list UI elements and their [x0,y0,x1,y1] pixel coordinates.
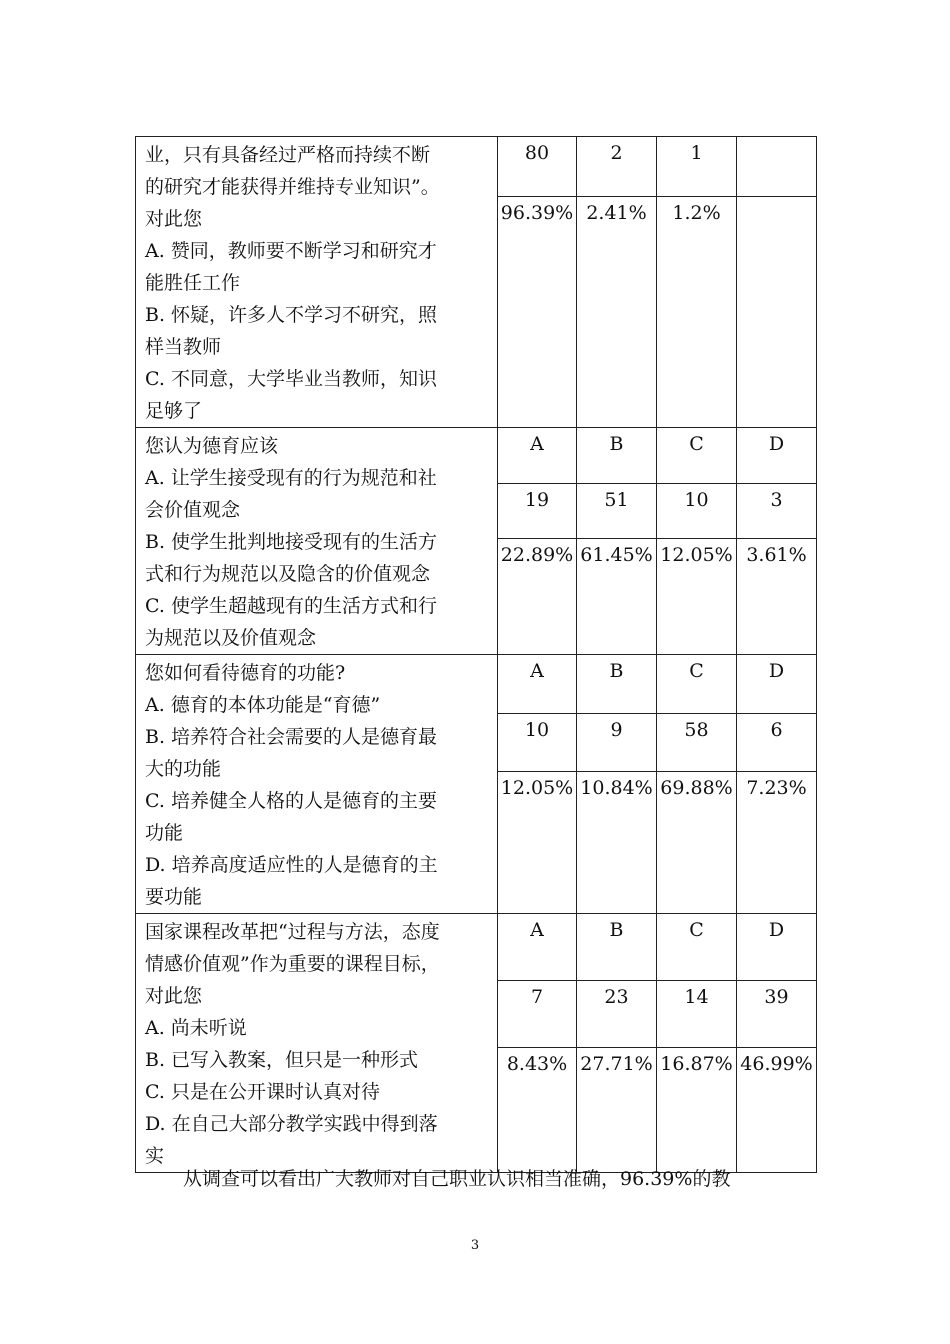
question-line: B. 使学生批判地接受现有的生活方 [145,531,438,553]
option-cell [737,655,817,714]
count-cell [498,137,577,197]
option-cell [498,914,577,981]
count-cell [498,980,577,1047]
count-value: 6 [770,719,783,742]
count-cell [577,483,657,539]
question-line: 大的功能 [145,758,222,780]
question-line: 能胜任工作 [145,272,241,294]
question-line: 式和行为规范以及隐含的价值观念 [145,563,431,585]
count-value: 7 [530,985,544,1008]
count-cell [577,714,657,772]
question-line: 情感价值观”作为重要的课程目标， [145,953,440,975]
count-value: 10 [684,488,709,511]
option-label: C [689,433,704,455]
percent-cell [657,772,737,914]
question-line: 样当教师 [145,336,222,358]
percent-cell [577,1047,657,1172]
percent-value: 7.23% [746,777,807,800]
option-label: A [530,919,544,941]
count-value: 14 [684,985,709,1008]
option-cell [577,914,657,981]
percent-cell [737,1047,817,1172]
count-value: 9 [610,719,623,742]
count-cell [657,137,737,197]
count-cell [737,980,817,1047]
option-cell [737,428,817,484]
question-line: 要功能 [145,886,203,908]
question-line: A. 让学生接受现有的行为规范和社 [145,467,437,489]
question-line: 对此您 [145,208,203,230]
count-value: 80 [524,142,550,164]
survey-table [135,136,817,1173]
count-value: 1 [690,142,703,164]
percent-cell [737,196,817,427]
percent-value: 2.41% [586,201,647,224]
question-line: B. 培养符合社会需要的人是德育最 [145,726,438,748]
option-label: C [689,660,704,682]
question-line: 业，只有具备经过严格而持续不断 [145,144,431,166]
q2-options-row [136,428,817,484]
percent-value: 3.61% [746,544,807,567]
question-line: 的研究才能获得并维持专业知识”。 [145,176,440,198]
count-cell [737,137,817,197]
percent-value: 46.99% [740,1052,813,1075]
question-line: 为规范以及价值观念 [145,627,317,649]
conclusion-paragraph: 从调查可以看出广大教师对自己职业认识相当准确，96.39%的教 [183,1168,731,1190]
q2-question-cell [136,428,498,655]
percent-cell [498,772,577,914]
count-value: 19 [524,488,550,511]
percent-cell [498,539,577,655]
percent-value: 96.39% [500,201,574,224]
count-cell [657,980,737,1047]
percent-value: 16.87% [660,1052,733,1075]
percent-value: 1.2% [672,201,721,224]
option-cell [737,914,817,981]
count-value: 10 [524,719,550,742]
count-value: 3 [770,488,783,511]
option-cell [657,655,737,714]
percent-cell [737,539,817,655]
percent-cell [657,196,737,427]
count-value: 2 [610,142,623,164]
option-cell [498,428,577,484]
count-cell [737,714,817,772]
option-cell [498,655,577,714]
percent-value: 8.43% [506,1052,568,1075]
percent-cell [498,196,577,427]
option-cell [657,428,737,484]
option-label: A [530,433,544,455]
count-cell [577,137,657,197]
q1-counts-row [136,137,817,197]
q4-question-cell [136,914,498,1173]
count-cell [657,714,737,772]
page-number: 3 [470,1238,480,1253]
question-line: A. 德育的本体功能是“育德” [145,694,381,716]
option-label: B [609,433,624,455]
percent-value: 12.05% [660,544,733,567]
percent-value: 12.05% [500,777,574,800]
count-cell [737,483,817,539]
count-cell [577,980,657,1047]
question-line: A. 尚未听说 [145,1017,247,1039]
q3-question-cell [136,655,498,914]
count-cell [498,483,577,539]
question-line: 您如何看待德育的功能? [145,662,346,684]
question-line: 功能 [145,822,184,844]
q4-options-row [136,914,817,981]
option-label: D [768,660,785,682]
question-line: 您认为德育应该 [145,435,279,457]
count-value: 58 [684,719,709,742]
question-line: 对此您 [145,985,203,1007]
percent-cell [657,1047,737,1172]
percent-cell [657,539,737,655]
count-value: 23 [604,985,629,1008]
percent-cell [577,772,657,914]
question-line: C. 不同意，大学毕业当教师，知识 [145,368,437,390]
question-line: B. 怀疑，许多人不学习不研究，照 [145,304,438,326]
percent-value: 27.71% [580,1052,653,1075]
percent-cell [577,196,657,427]
count-cell [498,714,577,772]
question-line: 足够了 [145,400,203,422]
percent-cell [577,539,657,655]
question-line: D. 在自己大部分教学实践中得到落 [145,1113,438,1135]
count-value: 51 [604,488,629,511]
percent-value: 61.45% [580,544,653,567]
count-cell [657,483,737,539]
count-value: 39 [764,985,789,1008]
question-line: C. 使学生超越现有的生活方式和行 [145,595,437,617]
option-cell [577,428,657,484]
question-line: 会价值观念 [145,499,241,521]
question-line: C. 培养健全人格的人是德育的主要 [145,790,437,812]
option-cell [577,655,657,714]
percent-cell [737,772,817,914]
option-label: D [768,433,785,455]
q1-question-cell [136,137,498,428]
percent-cell [498,1047,577,1172]
question-line: 实 [145,1145,165,1167]
question-line: C. 只是在公开课时认真对待 [145,1081,380,1103]
question-line: 国家课程改革把“过程与方法，态度 [145,921,440,943]
option-label: B [609,919,624,941]
option-cell [657,914,737,981]
percent-value: 10.84% [580,777,653,800]
question-line: A. 赞同，教师要不断学习和研究才 [145,240,437,262]
option-label: B [609,660,624,682]
q3-options-row [136,655,817,714]
option-label: D [768,919,785,941]
percent-value: 22.89% [500,544,574,567]
option-label: A [530,660,544,682]
question-line: D. 培养高度适应性的人是德育的主 [145,854,438,876]
option-label: C [689,919,704,941]
percent-value: 69.88% [660,777,733,800]
question-line: B. 已写入教案，但只是一种形式 [145,1049,419,1071]
